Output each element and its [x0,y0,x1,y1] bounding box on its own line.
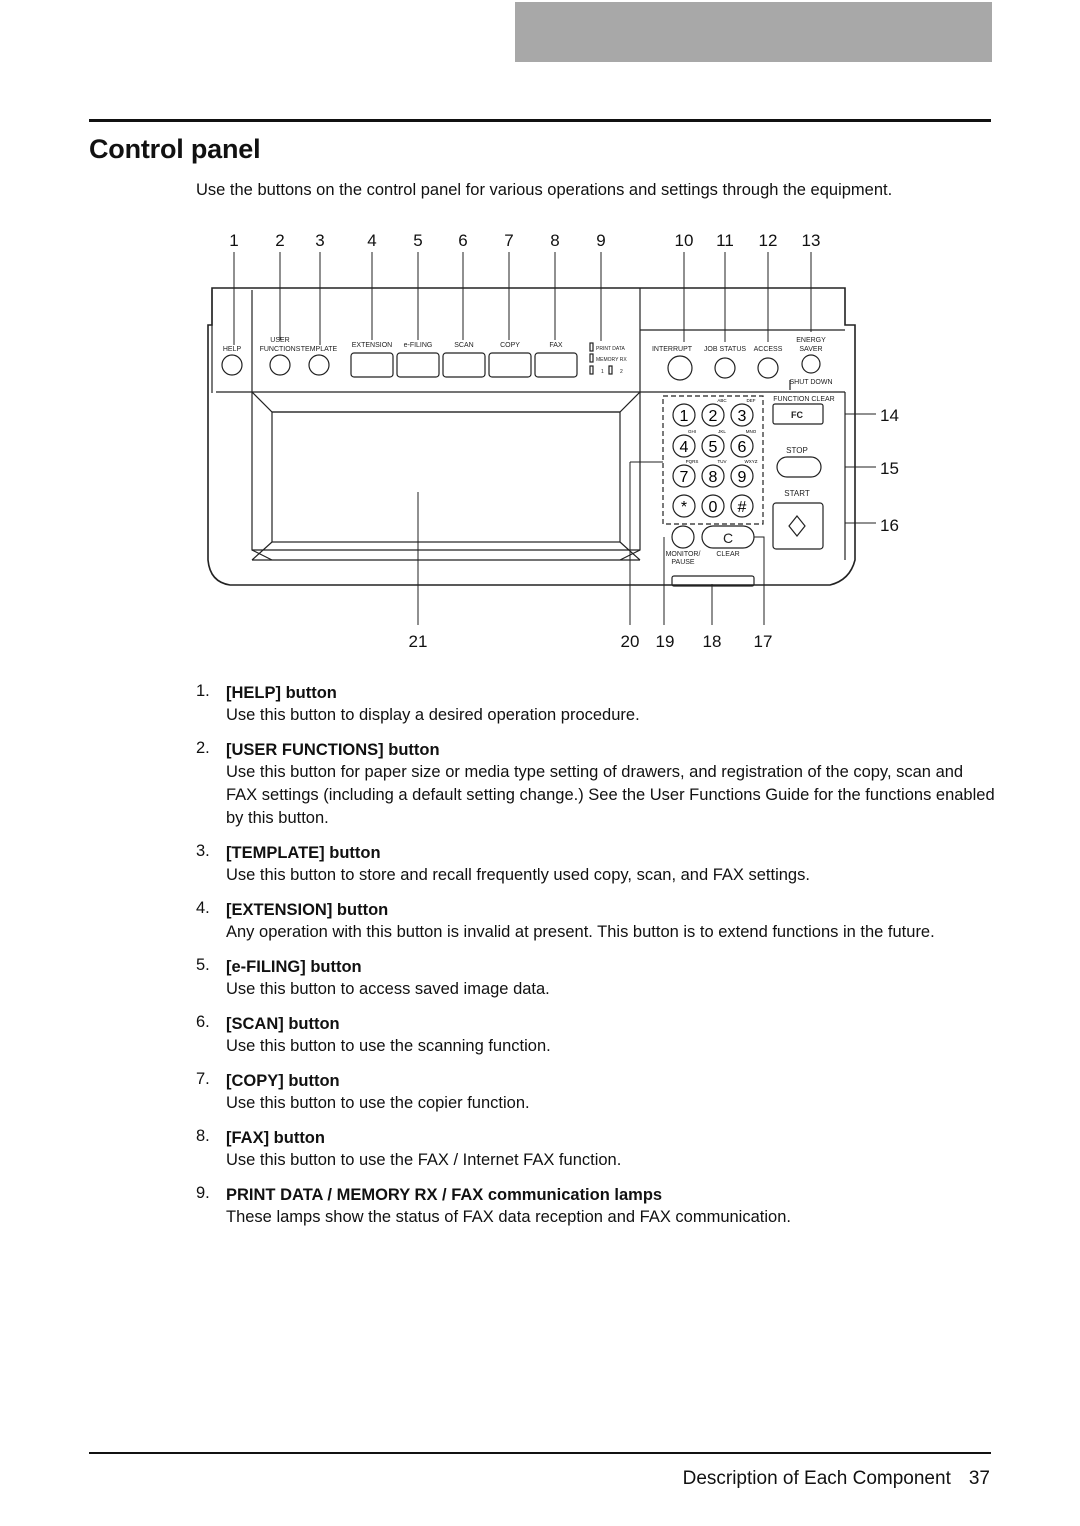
line2-label: 2 [620,369,623,375]
extension-button-shape [351,353,393,377]
print-data-label: PRINT DATA [596,346,625,352]
keypad-letters: TUV [717,459,727,464]
list-item [196,899,996,944]
item-number: 5. [196,956,210,974]
item-number: 6. [196,1013,210,1031]
fax-label: FAX [549,342,563,349]
access-button-shape [758,358,778,378]
item-description: Use this button to use the scanning function. [226,1037,551,1055]
keypad-letters: DEF [746,398,756,403]
page-title: Control panel [89,134,261,164]
user-functions-button-shape [270,355,290,375]
item-heading: [HELP] button [226,684,337,702]
callout-number: 18 [702,632,722,651]
callout-number: 10 [674,231,694,250]
item-heading: PRINT DATA / MEMORY RX / FAX communication lamps [226,1186,663,1204]
scan-button-shape [443,353,485,377]
stop-label: STOP [786,446,808,455]
keypad-letters: GHI [687,429,697,434]
page-footer [683,1468,990,1490]
header-gray-bar [515,2,992,62]
user-label: USER [270,337,290,344]
keypad-key-label: 1 [679,408,689,425]
keypad-key-label: 3 [737,408,747,425]
list-item [196,956,996,1001]
item-heading: [e-FILING] button [226,958,362,976]
callout-number: 6 [458,231,468,250]
item-description: Use this button to store and recall frequently used copy, scan, and FAX settings. [226,866,810,884]
energy-saver-button-shape [802,355,820,373]
keypad-key-label: # [737,499,747,516]
item-number: 8. [196,1127,210,1145]
copy-button-shape [489,353,531,377]
item-description: Use this button for paper size or media type setting of drawers, and registration of the copy, scan and FAX settings (including a default setting change.) See the User Functions Guide for the functions enabled by this button. [226,763,995,827]
keypad-key-label: 5 [708,439,718,456]
item-heading: [EXTENSION] button [226,901,389,919]
item-list [196,682,996,1241]
callout-number: 8 [550,231,560,250]
item-number: 9. [196,1184,210,1202]
callout-number: 11 [716,231,734,250]
item-description: These lamps show the status of FAX data reception and FAX communication. [226,1208,791,1226]
callout-number: 15 [880,459,899,478]
monitor-label: MONITOR/ [665,551,701,558]
line1-label: 1 [601,369,604,375]
job-status-label: JOB STATUS [703,346,747,353]
keypad-key-label: 9 [737,469,747,486]
keypad-letters: ABC [717,398,727,403]
callout-number: 17 [753,632,773,651]
top-rule [89,119,991,122]
functions-label: FUNCTIONS [259,346,301,353]
item-number: 7. [196,1070,210,1088]
callout-number: 19 [655,632,675,651]
c-label: C [722,530,734,546]
page-number: 37 [968,1468,990,1489]
help-label: HELP [222,346,242,353]
item-number: 4. [196,899,210,917]
keypad [673,398,758,517]
item-heading: [FAX] button [226,1129,325,1147]
callout-number: 2 [275,231,285,250]
clear-label: CLEAR [716,551,740,558]
callout-number: 3 [315,231,325,250]
list-item [196,739,996,830]
keypad-key-label: 2 [708,408,718,425]
list-item [196,1127,996,1172]
item-description: Use this button to use the FAX / Internet FAX function. [226,1151,622,1169]
function-clear-label: FUNCTION CLEAR [773,396,835,403]
fc-label: FC [791,410,803,420]
item-description: Any operation with this button is invalid at present. This button is to extend functions in the future. [226,923,935,941]
keypad-letters: WXYZ [744,459,758,464]
keypad-key-label: 8 [708,469,718,486]
scan-label: SCAN [454,342,474,349]
callout-number: 5 [413,231,423,250]
start-button-shape [773,503,823,549]
control-panel-diagram [195,222,915,662]
monitor-pause-button-shape [672,526,694,548]
start-label: START [784,489,810,498]
efiling-button-shape [397,353,439,377]
keypad-key-label: 0 [708,499,718,516]
interrupt-label: INTERRUPT [651,346,693,353]
item-heading: [USER FUNCTIONS] button [226,741,440,759]
callout-number: 16 [880,516,899,535]
item-heading: [TEMPLATE] button [226,844,381,862]
efiling-label: e-FILING [403,342,433,349]
list-item [196,682,996,727]
keypad-key-label: 7 [679,469,689,486]
callout-number: 20 [620,632,640,651]
callout-number: 21 [408,632,428,651]
item-number: 2. [196,739,210,757]
callout-number: 7 [504,231,514,250]
item-heading: [COPY] button [226,1072,340,1090]
callout-number: 1 [229,231,239,250]
list-item [196,1184,996,1229]
pause-label: PAUSE [671,559,695,566]
item-description: Use this button to use the copier function. [226,1094,530,1112]
intro-text: Use the buttons on the control panel for various operations and settings through the equipment. [196,181,893,199]
energy-label: ENERGY [796,337,826,344]
callout-number: 13 [801,231,821,250]
fax-button-shape [535,353,577,377]
shut-down-label: SHUT DOWN [789,379,833,386]
bottom-rule [89,1452,991,1454]
saver-label: SAVER [799,346,823,353]
template-button-shape [309,355,329,375]
callout-number: 14 [880,406,899,425]
list-item [196,1013,996,1058]
list-item [196,1070,996,1115]
keypad-key-label: * [680,499,688,516]
access-label: ACCESS [753,346,783,353]
interrupt-button-shape [668,356,692,380]
keypad-key-label: 4 [679,439,689,456]
copy-label: COPY [500,342,520,349]
memory-rx-label: MEMORY RX [596,357,627,363]
list-item [196,842,996,887]
callout-number: 9 [596,231,606,250]
keypad-key-label: 6 [737,439,747,456]
template-label: TEMPLATE [300,346,338,353]
keypad-letters: JKL [718,429,726,434]
callout-number: 4 [367,231,377,250]
stop-button-shape [777,457,821,477]
job-status-button-shape [715,358,735,378]
footer-section: Description of Each Component [682,1468,951,1489]
item-heading: [SCAN] button [226,1015,340,1033]
extension-label: EXTENSION [351,342,393,349]
item-number: 1. [196,682,210,700]
callout-number: 12 [758,231,778,250]
item-description: Use this button to access saved image data. [226,980,550,998]
item-description: Use this button to display a desired operation procedure. [226,706,640,724]
keypad-letters: MNO [745,429,757,434]
keypad-letters: PQRS [685,459,699,464]
item-number: 3. [196,842,210,860]
help-button-shape [222,355,242,375]
